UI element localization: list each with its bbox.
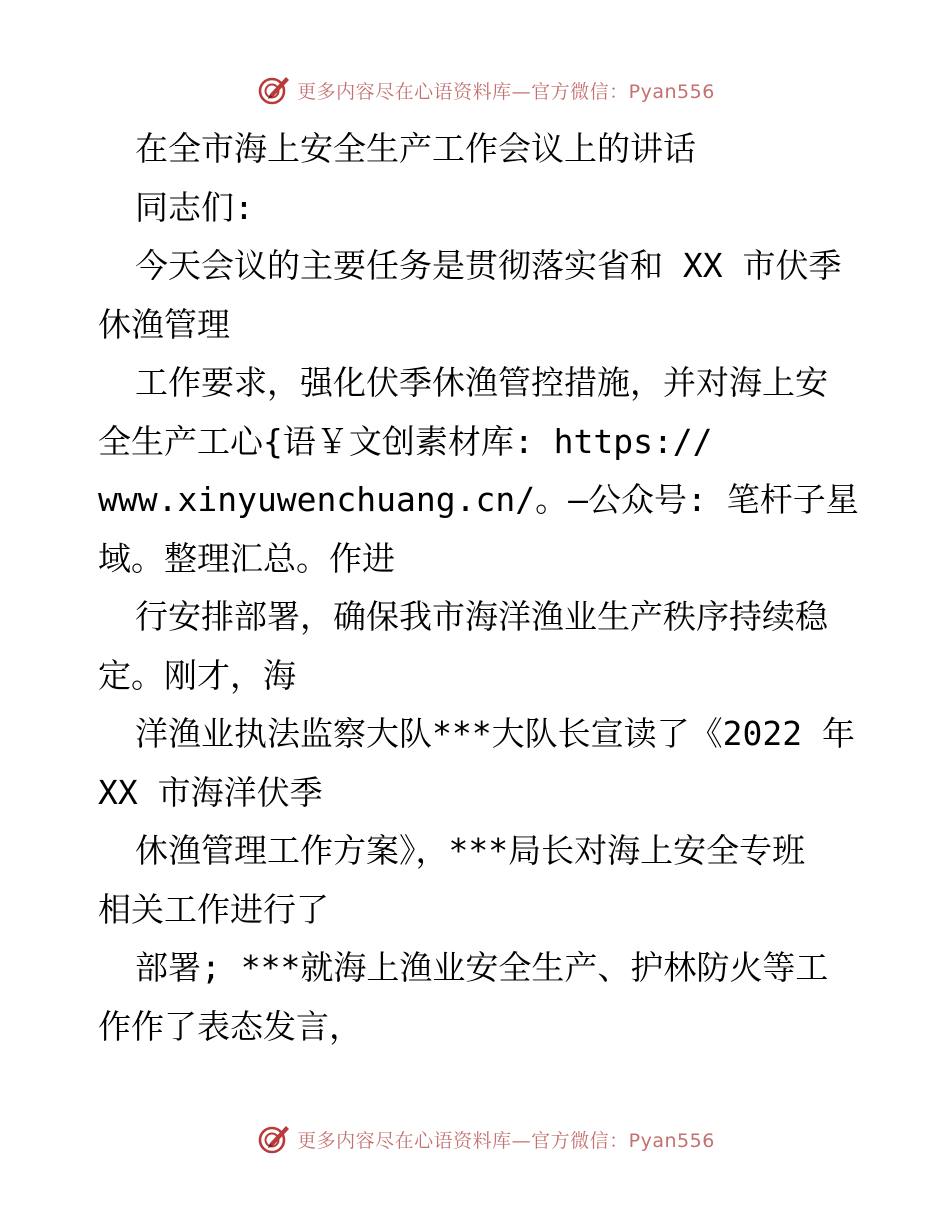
document-line: 休渔管理工作方案》，***局长对海上安全专班: [135, 831, 806, 870]
pen-logo-icon: [257, 1122, 291, 1156]
document-line: 工作要求，强化伏季休渔管控措施，并对海上安: [135, 363, 828, 402]
document-line: XX 市海洋伏季: [98, 772, 323, 812]
document-line: 作作了表态发言，: [98, 1006, 362, 1046]
document-line: 在全市海上安全生产工作会议上的讲话: [135, 129, 696, 168]
banner-wechat-id: Pyan556: [628, 1129, 715, 1152]
document-body: [98, 120, 858, 1056]
footer-banner: [0, 1119, 950, 1159]
document-line: 全生产工心{语￥文创素材库: https://: [98, 421, 713, 461]
document-line: 部署; ***就海上渔业安全生产、护林防火等工: [135, 948, 829, 987]
banner-label: 更多内容尽在心语资料库—官方微信：: [297, 80, 629, 103]
document-line: 域。整理汇总。作进: [98, 538, 395, 578]
pen-logo-icon: [257, 73, 291, 107]
document-line: 休渔管理: [98, 304, 230, 344]
document-line: 行安排部署，确保我市海洋渔业生产秩序持续稳: [135, 597, 828, 636]
banner-text: [297, 77, 715, 104]
banner-wechat-id: Pyan556: [628, 80, 715, 103]
header-banner: [0, 70, 950, 110]
document-line: 相关工作进行了: [98, 889, 329, 929]
document-line: 定。刚才，海: [98, 655, 296, 695]
document-line: 今天会议的主要任务是贯彻落实省和 XX 市伏季: [135, 246, 842, 285]
document-line: 同志们:: [135, 187, 254, 227]
banner-text: [297, 1126, 715, 1153]
document-line: 洋渔业执法监察大队***大队长宣读了《2022 年: [135, 714, 855, 753]
document-line: www.xinyuwenchuang.cn/。—公众号: 笔杆子星: [98, 480, 859, 519]
banner-label: 更多内容尽在心语资料库—官方微信：: [297, 1129, 629, 1152]
